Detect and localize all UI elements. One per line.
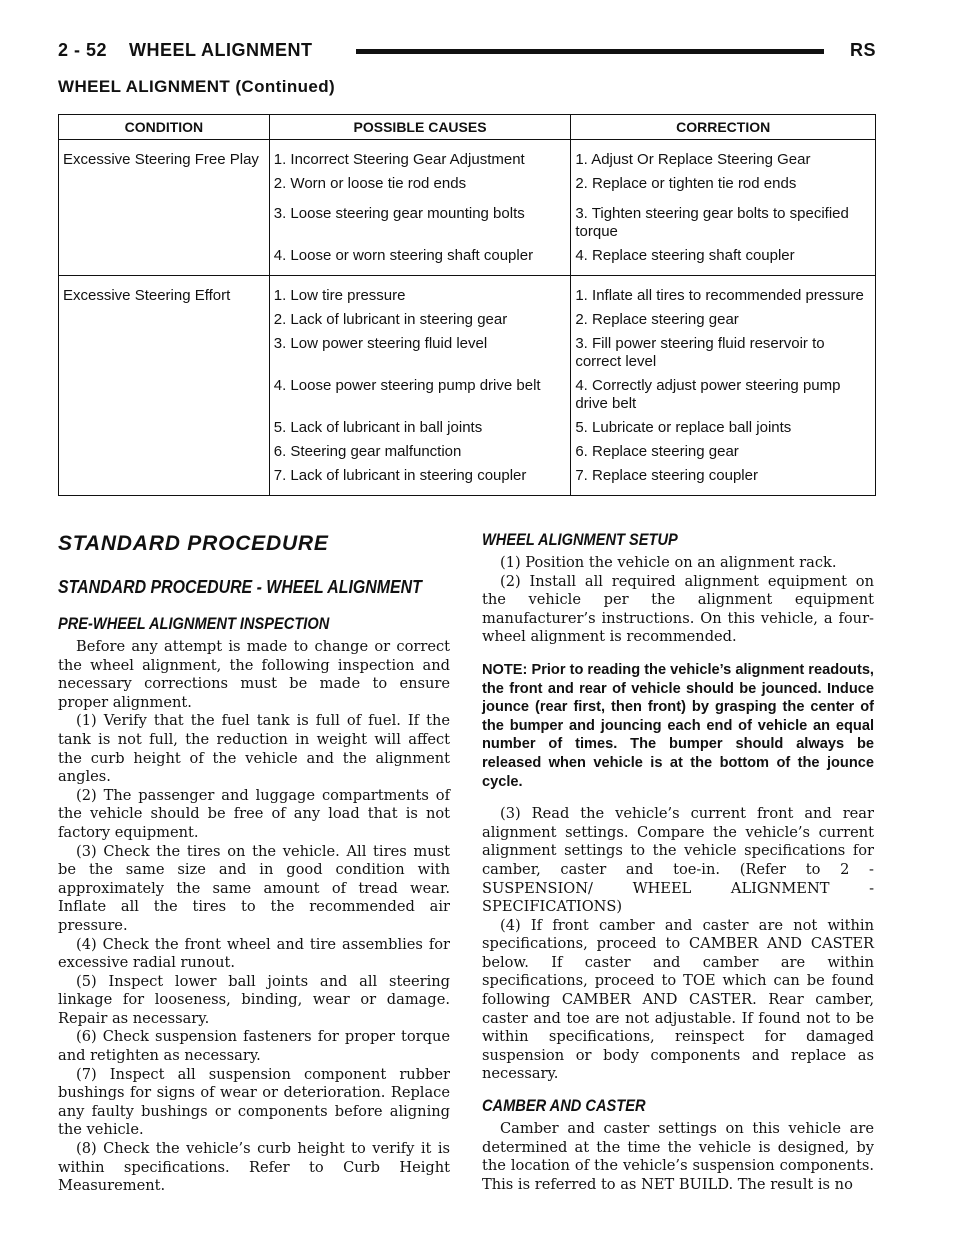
page-header [58,40,876,64]
inspection-step: (6) Check suspension fasteners for proper torque and retighten as necessary. [58,1028,450,1065]
camber-text: Camber and caster settings on this vehicle are determined at the time the vehicle is designed, by the location of the vehicle’s suspension components. This is referred to as NET BUILD. The result is no [482,1120,874,1193]
correction-cell: 3. Tighten steering gear bolts to specified torque [575,205,849,240]
page-number: 2 - 52 WHEEL ALIGNMENT [58,40,313,60]
col-header-condition: CONDITION [59,115,270,140]
correction-cell: 1. Inflate all tires to recommended pressure [571,276,876,310]
cause-cell: 3. Loose steering gear mounting bolts [269,197,571,245]
correction-cell: 1. Adjust Or Replace Steering Gear [575,151,811,168]
correction-cell: 5. Lubricate or replace ball joints [575,419,792,436]
setup-step: (3) Read the vehicle’s current front and rear alignment settings. Compare the vehicle’s current alignment settings to the vehicle specifications for camber, caster and toe-in. (Refer to 2 - SUSPENSION/ WHEEL ALIGNMENT - SPECIFICATIONS) [482,805,874,916]
page-subtitle: WHEEL ALIGNMENT (Continued) [58,77,336,96]
header-rule [356,49,824,54]
inspection-intro: Before any attempt is made to change or correct the wheel alignment, the following inspection and necessary corrections must be made to ensure proper alignment. [58,638,450,711]
model-code: RS [849,40,876,60]
procedure-title: STANDARD PROCEDURE - WHEEL ALIGNMENT [58,576,422,597]
right-column [482,530,874,1194]
correction-cell: 2. Replace steering gear [575,311,739,328]
setup-step: (4) If front camber and caster are not within specifications, proceed to CAMBER AND CASTER below. If caster and camber are within specifications, proceed to TOE which can be found following CAMBER AND CASTER. Rear camber, caster and toe are not adjustable. If found not to be within specifications, reinspect for damaged suspension or body components and replace as necessary. [482,916,874,1083]
cause-cell: 2. Worn or loose tie rod ends [269,173,571,197]
setup-title: WHEEL ALIGNMENT SETUP [482,530,678,549]
inspection-step: (3) Check the tires on the vehicle. All tires must be the same size and in good condition with approximately the same amount of tread wear. Inflate all the tires to the recommended air pressure. [58,842,450,934]
table-row [59,276,876,310]
inspection-step: (4) Check the front wheel and tire assemblies for excessive radial runout. [58,935,450,972]
inspection-step: (8) Check the vehicle’s curb height to verify it is within specifications. Refer to Curb Height Measurement. [58,1140,450,1195]
correction-cell: 4. Replace steering shaft coupler [575,247,795,264]
col-header-correction: CORRECTION [571,115,876,140]
condition-cell: Excessive Steering Effort [59,276,270,496]
inspection-title: PRE-WHEEL ALIGNMENT INSPECTION [58,614,330,633]
correction-cell: 2. Replace or tighten tie rod ends [575,175,797,192]
cause-cell: 6. Steering gear malfunction [269,441,571,465]
section-title: STANDARD PROCEDURE [58,532,329,555]
cause-cell: 5. Lack of lubricant in ball joints [269,417,571,441]
spacer [482,1084,874,1096]
cause-cell: 3. Low power steering fluid level [269,333,571,375]
inspection-step: (5) Inspect lower ball joints and all steering linkage for looseness, binding, wear or damage. Repair as necessary. [58,972,450,1027]
diagnosis-table [58,114,876,496]
table-row [59,140,876,174]
cause-cell: 1. Incorrect Steering Gear Adjustment [269,140,571,174]
setup-step: (1) Position the vehicle on an alignment rack. [500,554,837,571]
table-header-row [59,115,876,140]
correction-cell: 6. Replace steering gear [575,443,739,460]
col-header-causes: POSSIBLE CAUSES [269,115,571,140]
correction-cell: 4. Correctly adjust power steering pump drive belt [575,377,841,412]
cause-cell: 7. Lack of lubricant in steering coupler [269,465,571,496]
cause-cell: 4. Loose or worn steering shaft coupler [269,245,571,276]
inspection-step: (2) The passenger and luggage compartments of the vehicle should be free of any load that is not factory equipment. [58,786,450,841]
setup-step: (2) Install all required alignment equipment on the vehicle per the alignment equipment manufacturer’s instructions. On this vehicle, a four-wheel alignment is recommended. [482,572,874,646]
cause-cell: 2. Lack of lubricant in steering gear [269,309,571,333]
condition-cell: Excessive Steering Free Play [59,140,270,276]
correction-cell: 3. Fill power steering fluid reservoir to correct level [575,335,825,370]
camber-title: CAMBER AND CASTER [482,1096,646,1116]
jounce-note: NOTE: Prior to reading the vehicle’s alignment readouts, the front and rear of vehicle should be jounced. Induce jounce (rear first, then front) by grasping the center of the bumper and jouncing each end of vehicle an equal number of times. The bumper should always be released when vehicle is at the bottom of the jounce cycle. [482,661,874,790]
left-column [58,530,450,1196]
cause-cell: 4. Loose power steering pump drive belt [269,375,571,417]
section-name: WHEEL ALIGNMENT [129,40,313,60]
inspection-step: (1) Verify that the fuel tank is full of fuel. If the tank is not full, the reduction in weight will affect the curb height of the vehicle and the alignment angles. [58,712,450,786]
cause-cell: 1. Low tire pressure [269,276,571,310]
correction-cell: 7. Replace steering coupler [575,467,758,484]
inspection-step: (7) Inspect all suspension component rubber bushings for signs of wear or deterioration. Replace any faulty bushings or components before aligning the vehicle. [58,1065,450,1139]
